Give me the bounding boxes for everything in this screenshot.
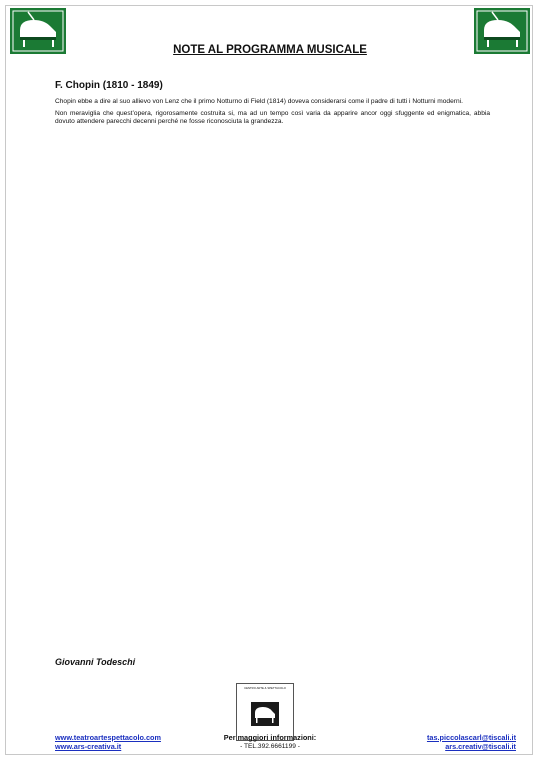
- badge-text: CENTRO ARTE & SPETTACOLO: [244, 686, 286, 690]
- email-link-1[interactable]: tas.piccolascarl@tiscali.it: [426, 733, 516, 742]
- document-title: NOTE AL PROGRAMMA MUSICALE: [173, 44, 367, 56]
- phone-number: - TEL.392.6661199 -: [240, 743, 300, 750]
- piano-badge-icon: [251, 702, 279, 726]
- footer-emails: [380, 733, 516, 751]
- ars-creativa-website-link[interactable]: www.ars-creativa.it: [55, 742, 122, 751]
- body-closing: Non meraviglia che quest’opera, rigorosamente costruita si, ma ad un tempo così varia da apparire ancor oggi sfuggente ed enigmatica, abbia dovuto attendere parecchi decenni perché ne fosse riconosciuta la grandezza.: [55, 110, 490, 126]
- email-link-2[interactable]: ars.creativ@tiscali.it: [445, 742, 516, 751]
- footer-links: [55, 733, 161, 751]
- body-opening: Chopin ebbe a dire al suo allievo von Lenz che il primo Notturno di Field (1814) doveva considerarsi come il padre di tutti i Notturni moderni.: [55, 98, 463, 105]
- theatre-website-link[interactable]: www.teatroartespettacolo.com: [55, 733, 161, 742]
- author-signature: Giovanni Todeschi: [55, 657, 136, 667]
- program-notes-body: [55, 98, 490, 126]
- info-label: Per maggiori informazioni:: [223, 733, 317, 742]
- footer-info: [210, 733, 330, 751]
- composer-heading: F. Chopin (1810 - 1849): [55, 80, 163, 91]
